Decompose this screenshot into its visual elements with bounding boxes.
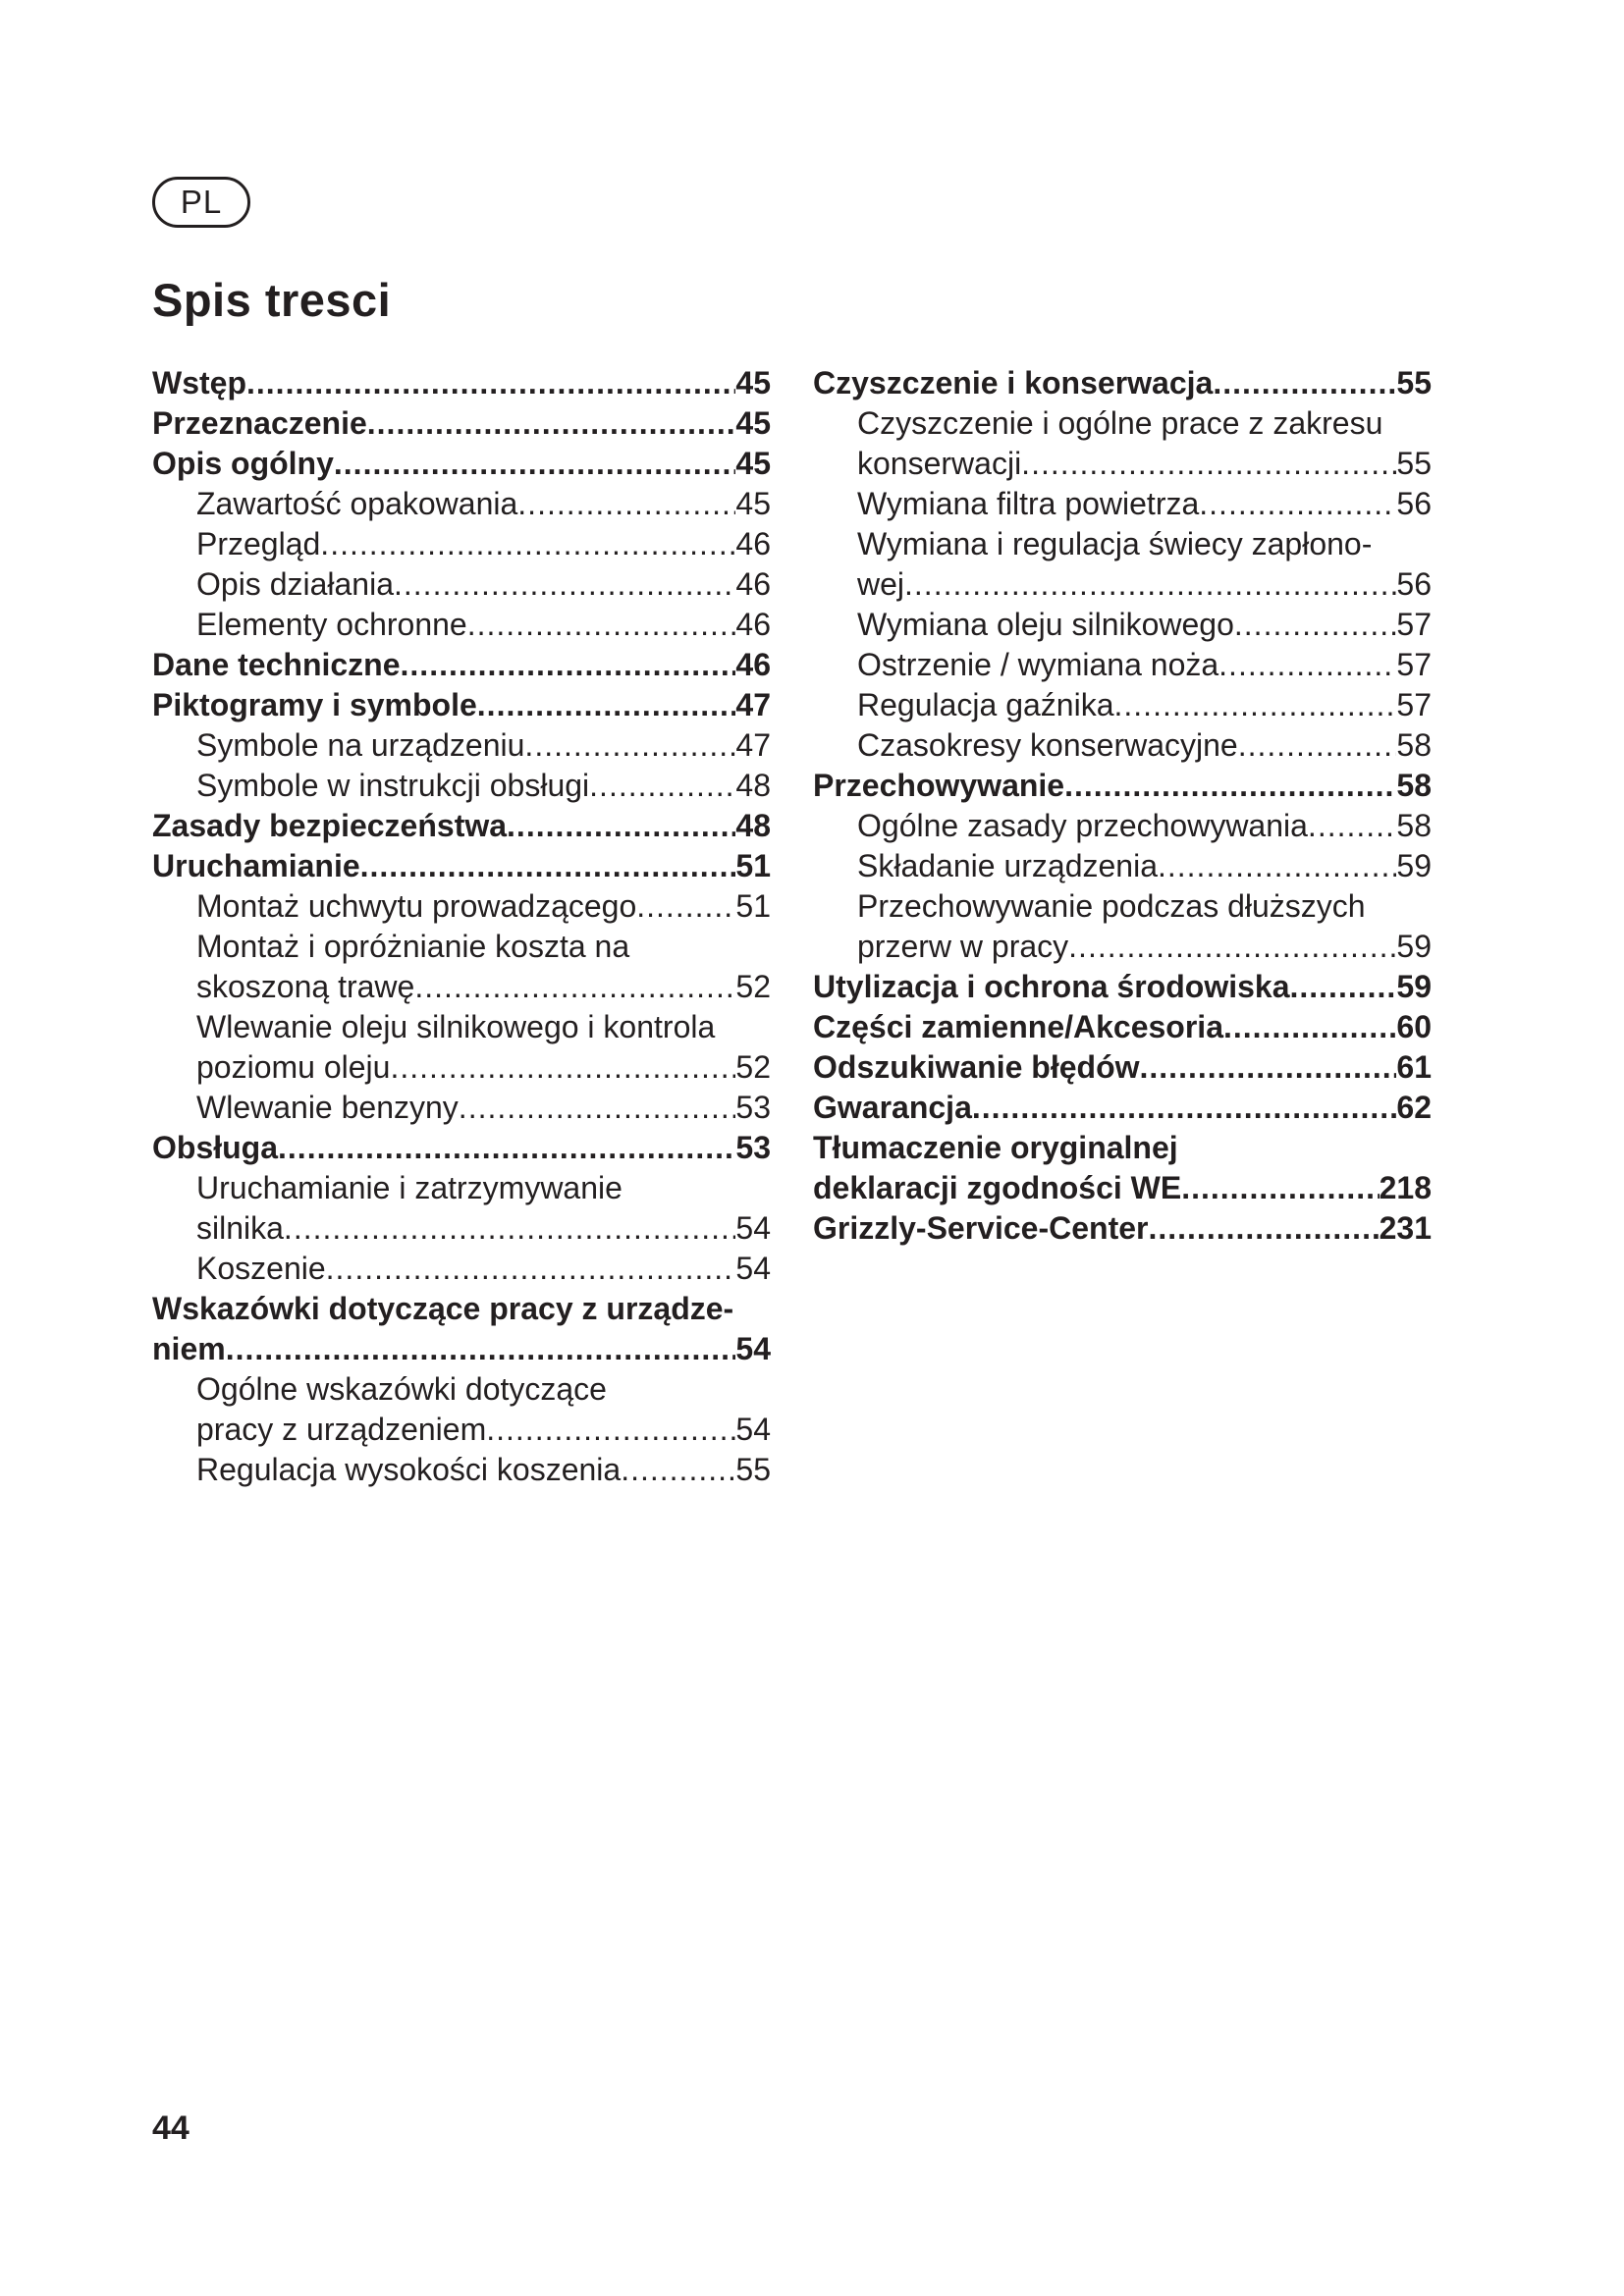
toc-entry-title: Przeznaczenie: [152, 405, 367, 441]
toc-entry-title-line: Wlewanie oleju silnikowego i kontrola: [196, 1009, 716, 1044]
dot-leader: [320, 524, 735, 564]
dot-leader: [326, 1249, 736, 1289]
toc-entry-title: Zasady bezpieczeństwa: [152, 808, 508, 843]
toc-entry[interactable]: [813, 403, 1432, 484]
toc-entry[interactable]: [152, 1450, 771, 1490]
toc-entry-page: 62: [1396, 1090, 1432, 1125]
dot-leader: [517, 484, 735, 524]
toc-entry-title: Przegląd: [196, 526, 321, 561]
dot-leader: [486, 1410, 735, 1450]
toc-entry-title: Gwarancja: [813, 1090, 972, 1125]
toc-entry[interactable]: [813, 846, 1432, 886]
toc-entry-title: przerw w pracy: [857, 929, 1069, 964]
toc-entry-title: Symbole w instrukcji obsługi: [196, 768, 590, 803]
toc-entry-title: wej: [857, 566, 905, 602]
toc-entry-page: 60: [1396, 1009, 1432, 1044]
toc-entry-title-line: Przechowywanie podczas dłuższych: [857, 888, 1366, 924]
dot-leader: [1213, 363, 1396, 403]
toc-entry-title: Opis ogólny: [152, 446, 334, 481]
toc-entry[interactable]: [813, 1208, 1432, 1249]
toc-entry-title: deklaracji zgodności WE: [813, 1170, 1182, 1205]
toc-entry-page: 51: [735, 848, 771, 883]
toc-entry-title: Utylizacja i ochrona środowiska: [813, 969, 1290, 1004]
dot-leader: [1064, 766, 1396, 806]
toc-entry-title: Wlewanie benzyny: [196, 1090, 459, 1125]
toc-entry-title-line: Uruchamianie i zatrzymywanie: [196, 1170, 623, 1205]
toc-entry-title: pracy z urządzeniem: [196, 1412, 487, 1447]
toc-entry[interactable]: [813, 1088, 1432, 1128]
toc-entry[interactable]: [152, 645, 771, 685]
toc-entry-title: poziomu oleju: [196, 1049, 391, 1085]
toc-entry-page: 46: [735, 607, 771, 642]
toc-entry-title: Wymiana filtra powietrza: [857, 486, 1200, 521]
toc-entry[interactable]: [813, 725, 1432, 766]
dot-leader: [477, 685, 736, 725]
toc-entry-title: Czasokresy konserwacyjne: [857, 727, 1238, 763]
dot-leader: [1158, 846, 1396, 886]
dot-leader: [1218, 645, 1396, 685]
toc-entry[interactable]: [152, 363, 771, 403]
toc-entry-title: Odszukiwanie błędów: [813, 1049, 1140, 1085]
toc-entry-title: Uruchamianie: [152, 848, 360, 883]
toc-entry-page: 48: [735, 768, 771, 803]
dot-leader: [904, 564, 1396, 605]
toc-entry[interactable]: [152, 886, 771, 927]
dot-leader: [507, 806, 735, 846]
dot-leader: [1308, 806, 1396, 846]
toc-entry-page: 48: [735, 808, 771, 843]
toc-entry-title: Koszenie: [196, 1251, 326, 1286]
toc-entry[interactable]: [152, 846, 771, 886]
page-title: Spis tresci: [152, 274, 392, 326]
dot-leader: [1234, 605, 1397, 645]
toc-entry-page: 54: [735, 1331, 771, 1366]
toc-entry-page: 46: [735, 647, 771, 682]
toc-entry-title-line: Wymiana i regulacja świecy zapłono-: [857, 526, 1373, 561]
toc-entry-page: 55: [1396, 365, 1432, 400]
dot-leader: [467, 605, 736, 645]
dot-leader: [1140, 1047, 1397, 1088]
toc-entry-page: 45: [735, 446, 771, 481]
toc-entry[interactable]: [813, 524, 1432, 605]
toc-entry-title: Ostrzenie / wymiana noża: [857, 647, 1219, 682]
toc-entry[interactable]: [813, 1128, 1432, 1208]
toc-entry-title: Części zamienne/Akcesoria: [813, 1009, 1223, 1044]
toc-entry-page: 52: [735, 969, 771, 1004]
toc-entry-page: 54: [735, 1251, 771, 1286]
toc-entry-page: 57: [1396, 647, 1432, 682]
dot-leader: [1223, 1007, 1396, 1047]
toc-entry-title: Regulacja wysokości koszenia: [196, 1452, 622, 1487]
dot-leader: [226, 1329, 736, 1369]
toc-entry-page: 46: [735, 526, 771, 561]
toc-entry-page: 57: [1396, 687, 1432, 722]
dot-leader: [394, 564, 735, 605]
toc-entry[interactable]: [813, 685, 1432, 725]
dot-leader: [360, 846, 736, 886]
toc-entry[interactable]: [813, 1047, 1432, 1088]
toc-entry-title: Obsługa: [152, 1130, 279, 1165]
toc-entry[interactable]: [152, 685, 771, 725]
dot-leader: [1181, 1168, 1379, 1208]
toc-entry-title: Symbole na urządzeniu: [196, 727, 525, 763]
toc-entry-page: 45: [735, 405, 771, 441]
dot-leader: [390, 1047, 735, 1088]
toc-entry-title: niem: [152, 1331, 226, 1366]
toc-entry-title: Składanie urządzenia: [857, 848, 1158, 883]
toc-entry[interactable]: [152, 927, 771, 1007]
toc-entry-title: skoszoną trawę: [196, 969, 415, 1004]
toc-entry-title: Wymiana oleju silnikowego: [857, 607, 1234, 642]
toc-entry[interactable]: [813, 484, 1432, 524]
toc-entry[interactable]: [813, 886, 1432, 967]
toc-entry-page: 55: [1396, 446, 1432, 481]
toc-entry[interactable]: [152, 444, 771, 484]
toc-entry-title: Przechowywanie: [813, 768, 1065, 803]
toc-entry-title: silnika: [196, 1210, 284, 1246]
dot-leader: [1199, 484, 1396, 524]
toc-entry[interactable]: [813, 766, 1432, 806]
toc-entry-title: Elementy ochronne: [196, 607, 467, 642]
toc-entry-page: 58: [1396, 808, 1432, 843]
toc-entry[interactable]: [152, 1168, 771, 1249]
toc-entry-page: 57: [1396, 607, 1432, 642]
toc-entry[interactable]: [152, 1088, 771, 1128]
language-badge: PL: [152, 177, 250, 228]
toc-entry[interactable]: [152, 564, 771, 605]
dot-leader: [459, 1088, 736, 1128]
toc-entry[interactable]: [152, 1128, 771, 1168]
dot-leader: [284, 1208, 735, 1249]
toc-entry-title: Grizzly-Service-Center: [813, 1210, 1149, 1246]
dot-leader: [401, 645, 736, 685]
toc-entry-page: 46: [735, 566, 771, 602]
toc-right-column: [813, 363, 1432, 1249]
toc-entry-title-line: Wskazówki dotyczące pracy z urządze-: [152, 1291, 734, 1326]
toc-entry-page: 45: [735, 365, 771, 400]
toc-entry[interactable]: [152, 484, 771, 524]
toc-entry[interactable]: [813, 605, 1432, 645]
toc-entry[interactable]: [152, 1289, 771, 1369]
toc-entry-title: konserwacji: [857, 446, 1022, 481]
dot-leader: [1238, 725, 1397, 766]
toc-entry-page: 56: [1396, 486, 1432, 521]
toc-entry-title-line: Montaż i opróżnianie koszta na: [196, 929, 630, 964]
dot-leader: [1148, 1208, 1379, 1249]
toc-entry-page: 59: [1396, 848, 1432, 883]
toc-entry-title: Dane techniczne: [152, 647, 401, 682]
toc-entry[interactable]: [813, 967, 1432, 1007]
toc-entry-page: 47: [735, 687, 771, 722]
toc-entry[interactable]: [152, 524, 771, 564]
dot-leader: [246, 363, 735, 403]
toc-entry[interactable]: [152, 1249, 771, 1289]
toc-entry-page: 58: [1396, 727, 1432, 763]
toc-entry-page: 54: [735, 1210, 771, 1246]
page-number: 44: [152, 2109, 189, 2147]
toc-entry-page: 54: [735, 1412, 771, 1447]
dot-leader: [1114, 685, 1397, 725]
dot-leader: [589, 766, 735, 806]
toc-entry-page: 56: [1396, 566, 1432, 602]
toc-entry[interactable]: [152, 766, 771, 806]
toc-entry[interactable]: [813, 806, 1432, 846]
toc-entry[interactable]: [813, 645, 1432, 685]
toc-entry-title-line: Tłumaczenie oryginalnej: [813, 1130, 1178, 1165]
toc-entry-page: 52: [735, 1049, 771, 1085]
dot-leader: [524, 725, 735, 766]
toc-entry-title: Wstęp: [152, 365, 246, 400]
dot-leader: [972, 1088, 1397, 1128]
dot-leader: [334, 444, 736, 484]
toc-entry-page: 58: [1396, 768, 1432, 803]
toc-entry-title-line: Ogólne wskazówki dotyczące: [196, 1371, 607, 1407]
toc-entry-title: Montaż uchwytu prowadzącego: [196, 888, 637, 924]
toc-entry[interactable]: [813, 363, 1432, 403]
dot-leader: [636, 886, 735, 927]
toc-entry-title: Opis działania: [196, 566, 394, 602]
toc-entry-title-line: Czyszczenie i ogólne prace z zakresu: [857, 405, 1383, 441]
toc-entry[interactable]: [152, 725, 771, 766]
toc-entry-title: Ogólne zasady przechowywania: [857, 808, 1308, 843]
toc-entry-page: 53: [735, 1130, 771, 1165]
toc-entry-page: 59: [1396, 929, 1432, 964]
toc-entry[interactable]: [152, 1007, 771, 1088]
toc-entry[interactable]: [152, 605, 771, 645]
dot-leader: [367, 403, 736, 444]
dot-leader: [1021, 444, 1396, 484]
toc-entry-page: 45: [735, 486, 771, 521]
toc-entry-title: Zawartość opakowania: [196, 486, 518, 521]
dot-leader: [1068, 927, 1396, 967]
toc-entry-page: 231: [1379, 1210, 1432, 1246]
toc-entry[interactable]: [152, 806, 771, 846]
toc-entry-title: Regulacja gaźnika: [857, 687, 1114, 722]
toc-entry-page: 51: [735, 888, 771, 924]
toc-entry-page: 218: [1379, 1170, 1432, 1205]
toc-entry[interactable]: [813, 1007, 1432, 1047]
toc-entry-page: 47: [735, 727, 771, 763]
dot-leader: [414, 967, 735, 1007]
toc-left-column: [152, 363, 771, 1490]
toc-entry-title: Czyszczenie i konserwacja: [813, 365, 1214, 400]
dot-leader: [621, 1450, 735, 1490]
toc-entry-page: 55: [735, 1452, 771, 1487]
dot-leader: [1289, 967, 1396, 1007]
toc-entry[interactable]: [152, 1369, 771, 1450]
toc-entry[interactable]: [152, 403, 771, 444]
toc-entry-title: Piktogramy i symbole: [152, 687, 477, 722]
toc-entry-page: 53: [735, 1090, 771, 1125]
toc-entry-page: 61: [1396, 1049, 1432, 1085]
dot-leader: [278, 1128, 735, 1168]
toc-entry-page: 59: [1396, 969, 1432, 1004]
